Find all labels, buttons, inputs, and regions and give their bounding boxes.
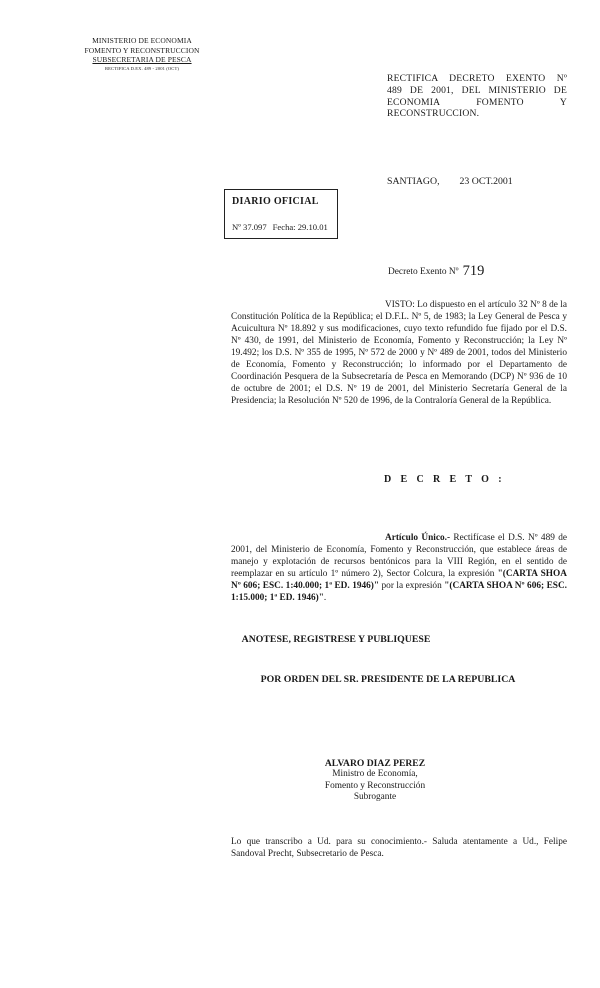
- por-orden-line: [0, 674, 600, 685]
- visto-paragraph: VISTO: Lo dispuesto en el artículo 32 Nº 8 de la Constitución Política de la República; el D.F.L. Nº 5, de 1983; la Ley General de Pesca y Acuicultura Nº 18.892 y sus modificaciones, cuyo texto refundido fue fijado por el D.S. Nº 430, de 1991, del Ministerio de Economía, Fomento y Reconstrucción; la Ley Nº 19.492; los D.S. Nº 355 de 1995, Nº 572 de 2000 y Nº 489 de 2001, todos del Ministerio de Economía, Fomento y Reconstrucción; lo informado por el Departamento de Coordinación Pesquera de la Subsecretaría de Pesca en Memorando (DCP) Nº 936 de 10 de octubre de 2001; el D.S. Nº 19 de 2001, del Ministerio Secretaría General de la Presidencia; la Resolución Nº 520 de 1996, de la Contraloría General de la República.: [231, 300, 567, 406]
- articulo-text: Rectifícase el D.S. Nº 489 de 2001, del Ministerio de Economía, Fomento y Reconstrucción, que establece áreas de manejo y explotación de recursos bentónicos para la VIII Región, en el sentido de reemplazar en su artículo 1º número 2), Sector Colcura, la expresión: [231, 533, 567, 579]
- decreto-heading: D E C R E T O :: [384, 474, 505, 485]
- anotese-text: ANOTESE, REGISTRESE Y PUBLIQUESE: [241, 634, 431, 645]
- letterhead-reference: RECTIFICA D.EX. 489 - 2001 (OCT): [104, 65, 180, 71]
- date-stamp: 23 OCT.2001: [459, 176, 513, 187]
- articulo-quote-old: "(CARTA SHOA Nº 606; ESC. 1:40.000; 1ª ED. 1946)": [231, 568, 567, 591]
- decree-subject-line: RECTIFICA DECRETO EXENTO Nº: [387, 73, 567, 84]
- decree-subject-line: ECONOMIA FOMENTO Y: [387, 96, 567, 108]
- letterhead-ministry-2: FOMENTO Y RECONSTRUCCION: [84, 45, 200, 55]
- decree-number-label: Decreto Exento Nº: [388, 267, 459, 277]
- diario-oficial-date: Fecha: 29.10.01: [272, 222, 328, 232]
- articulo-unico-paragraph: [231, 533, 567, 605]
- diario-oficial-title: DIARIO OFICIAL: [232, 196, 319, 207]
- decree-number-value: 719: [462, 263, 485, 279]
- signatory-title: Ministro de Economía,: [332, 769, 418, 780]
- signatory-title: Fomento y Reconstrucción: [324, 780, 426, 791]
- decree-subject-line: RECONSTRUCCION.: [387, 108, 480, 120]
- letterhead-subsecretaria: SUBSECRETARIA DE PESCA: [92, 55, 192, 64]
- letterhead: [62, 36, 222, 72]
- articulo-text: por la expresión: [379, 580, 445, 591]
- signatory-name: ALVARO DIAZ PEREZ: [324, 758, 426, 769]
- articulo-text: .: [323, 592, 327, 603]
- diario-oficial-number: Nº 37.097: [232, 222, 267, 232]
- signature-block: [300, 758, 450, 803]
- articulo-label: Artículo Único.-: [385, 533, 451, 543]
- decree-number: [388, 262, 484, 279]
- letterhead-ministry: MINISTERIO DE ECONOMIA: [92, 36, 192, 45]
- diario-oficial-meta: [232, 222, 328, 232]
- place: SANTIAGO,: [387, 176, 440, 187]
- place-date: [387, 176, 513, 187]
- articulo-quote-new: "(CARTA SHOA Nº 606; ESC. 1:15.000; 1ª ED. 1946)": [231, 580, 567, 603]
- closing-paragraph: Lo que transcribo a Ud. para su conocimiento.- Saluda atentamente a Ud., Felipe Sandoval Precht, Subsecretario de Pesca.: [231, 837, 567, 859]
- decree-subject-line: 489 DE 2001, DEL MINISTERIO DE: [387, 84, 567, 96]
- anotese-line: [0, 634, 600, 645]
- por-orden-text: POR ORDEN DEL SR. PRESIDENTE DE LA REPUBLICA: [260, 674, 516, 685]
- signatory-title: Subrogante: [353, 791, 397, 802]
- decree-subject: [387, 73, 567, 120]
